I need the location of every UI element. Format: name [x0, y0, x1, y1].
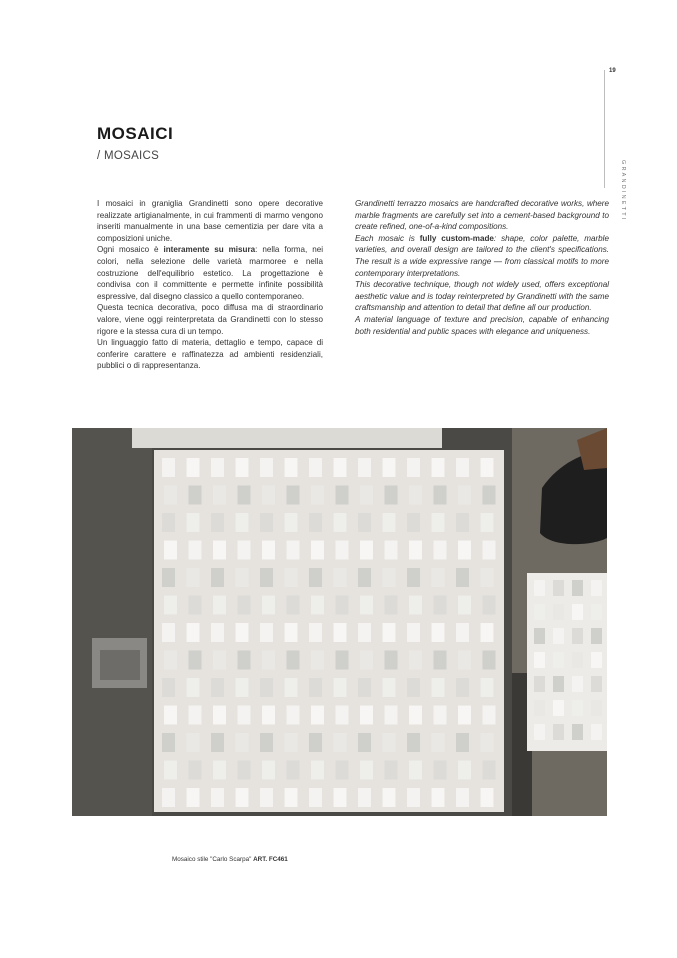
- marble-chip: [236, 568, 249, 587]
- marble-chip: [432, 623, 445, 642]
- caption-text: Mosaico stile "Carlo Scarpa": [172, 856, 254, 863]
- marble-chip: [432, 678, 445, 697]
- marble-chip: [334, 678, 347, 697]
- marble-chip: [481, 788, 494, 807]
- marble-chip: [260, 568, 273, 587]
- marble-chip: [189, 651, 202, 670]
- marble-chip: [572, 604, 583, 620]
- marble-chip: [238, 651, 251, 670]
- marble-chip: [162, 623, 175, 642]
- marble-chip: [572, 676, 583, 692]
- marble-chip: [432, 458, 445, 477]
- marble-chip: [311, 486, 324, 505]
- marble-chip: [211, 733, 224, 752]
- marble-chip: [572, 724, 583, 740]
- italian-paragraph: [97, 244, 323, 302]
- marble-chip: [164, 541, 177, 560]
- marble-chip: [238, 541, 251, 560]
- marble-chip: [591, 604, 602, 620]
- marble-chip: [211, 568, 224, 587]
- marble-chip: [287, 486, 300, 505]
- marble-chip: [336, 651, 349, 670]
- marble-chip: [213, 706, 226, 725]
- marble-chip: [385, 651, 398, 670]
- marble-chip: [309, 678, 322, 697]
- marble-chip: [407, 788, 420, 807]
- marble-chip: [409, 596, 422, 615]
- marble-chip: [162, 788, 175, 807]
- marble-chip: [213, 486, 226, 505]
- margin-rule: [604, 70, 605, 188]
- marble-chip: [285, 568, 298, 587]
- marble-chip: [432, 513, 445, 532]
- marble-chip: [572, 580, 583, 596]
- marble-chip: [211, 458, 224, 477]
- marble-chip: [458, 706, 471, 725]
- marble-chip: [213, 651, 226, 670]
- marble-chip: [456, 568, 469, 587]
- marble-chip: [385, 761, 398, 780]
- italian-column: [97, 198, 323, 372]
- marble-chip: [211, 513, 224, 532]
- marble-chip: [336, 541, 349, 560]
- marble-chip: [260, 458, 273, 477]
- marble-chip: [187, 623, 200, 642]
- marble-chip: [309, 513, 322, 532]
- marble-chip: [383, 513, 396, 532]
- mosaic-base: [154, 450, 504, 812]
- marble-chip: [285, 678, 298, 697]
- marble-chip: [409, 486, 422, 505]
- marble-chip: [572, 700, 583, 716]
- marble-chip: [481, 568, 494, 587]
- marble-chip: [189, 761, 202, 780]
- marble-chip: [385, 541, 398, 560]
- marble-chip: [287, 706, 300, 725]
- marble-chip: [434, 706, 447, 725]
- marble-chip: [483, 486, 496, 505]
- marble-chip: [456, 513, 469, 532]
- marble-chip: [534, 604, 545, 620]
- marble-chip: [534, 580, 545, 596]
- marble-chip: [287, 651, 300, 670]
- emphasis-text: fully custom-made: [419, 233, 494, 243]
- marble-chip: [383, 788, 396, 807]
- marble-chip: [360, 706, 373, 725]
- marble-chip: [164, 706, 177, 725]
- marble-chip: [360, 761, 373, 780]
- marble-chip: [236, 458, 249, 477]
- marble-chip: [534, 628, 545, 644]
- marble-chip: [385, 486, 398, 505]
- marble-chip: [311, 596, 324, 615]
- marble-chip: [187, 458, 200, 477]
- marble-chip: [238, 706, 251, 725]
- marble-chip: [336, 706, 349, 725]
- marble-chip: [287, 596, 300, 615]
- marble-chip: [572, 628, 583, 644]
- page-subtitle: / MOSAICS: [97, 150, 160, 162]
- marble-chip: [162, 678, 175, 697]
- marble-chip: [358, 513, 371, 532]
- marble-chip: [534, 700, 545, 716]
- marble-chip: [262, 596, 275, 615]
- marble-chip: [236, 733, 249, 752]
- marble-chip: [407, 568, 420, 587]
- marble-chip: [591, 676, 602, 692]
- marble-chip: [456, 623, 469, 642]
- mosaic-panel-main: [154, 450, 504, 812]
- marble-chip: [285, 513, 298, 532]
- marble-chip: [383, 623, 396, 642]
- marble-chip: [456, 678, 469, 697]
- marble-chip: [483, 706, 496, 725]
- marble-chip: [553, 628, 564, 644]
- marble-chip: [236, 788, 249, 807]
- marble-chip: [434, 651, 447, 670]
- marble-chip: [553, 676, 564, 692]
- marble-chip: [383, 458, 396, 477]
- marble-chip: [358, 458, 371, 477]
- marble-chip: [409, 651, 422, 670]
- marble-chip: [553, 700, 564, 716]
- marble-chip: [236, 513, 249, 532]
- marble-chip: [309, 458, 322, 477]
- marble-chip: [262, 761, 275, 780]
- marble-chip: [164, 486, 177, 505]
- marble-chip: [591, 580, 602, 596]
- marble-chip: [409, 761, 422, 780]
- english-paragraph: This decorative technique, though not widely used, offers exceptional aesthetic value and is today reinterpreted by Grandinetti with the same craftsmanship and attention to detail that define all our production.: [355, 280, 609, 313]
- text-run: Ogni mosaico è: [97, 245, 164, 255]
- marble-chip: [360, 541, 373, 560]
- marble-chip: [481, 458, 494, 477]
- marble-chip: [162, 513, 175, 532]
- english-paragraph: A material language of texture and precision, capable of enhancing both residential and public spaces with elegance and uniqueness.: [355, 314, 609, 336]
- marble-chip: [534, 652, 545, 668]
- marble-chip: [162, 458, 175, 477]
- marble-chip: [164, 596, 177, 615]
- photo-caption: [172, 856, 288, 863]
- marble-chip: [572, 652, 583, 668]
- marble-chip: [262, 706, 275, 725]
- marble-chip: [309, 568, 322, 587]
- marble-chip: [285, 623, 298, 642]
- marble-chip: [385, 596, 398, 615]
- marble-chip: [334, 733, 347, 752]
- marble-chip: [553, 724, 564, 740]
- marble-chip: [260, 788, 273, 807]
- marble-chip: [407, 623, 420, 642]
- marble-chip: [385, 706, 398, 725]
- marble-chip: [458, 486, 471, 505]
- marble-chip: [309, 788, 322, 807]
- page-number: 19: [609, 68, 616, 74]
- marble-chip: [260, 513, 273, 532]
- marble-chip: [407, 678, 420, 697]
- marble-chip: [211, 788, 224, 807]
- marble-chip: [591, 652, 602, 668]
- text-run: Each mosaic is: [355, 233, 420, 243]
- marble-chip: [187, 678, 200, 697]
- marble-chip: [383, 678, 396, 697]
- english-column: [355, 198, 609, 337]
- marble-chip: [334, 568, 347, 587]
- marble-chip: [285, 458, 298, 477]
- marble-chip: [458, 596, 471, 615]
- marble-chip: [458, 761, 471, 780]
- marble-chip: [311, 651, 324, 670]
- marble-chip: [213, 541, 226, 560]
- marble-chip: [360, 651, 373, 670]
- marble-chip: [213, 596, 226, 615]
- marble-chip: [189, 596, 202, 615]
- marble-chip: [481, 513, 494, 532]
- marble-chip: [458, 651, 471, 670]
- marble-chip: [164, 651, 177, 670]
- marble-chip: [434, 761, 447, 780]
- page-title: MOSAICI: [97, 124, 174, 143]
- marble-chip: [309, 623, 322, 642]
- marble-chip: [409, 541, 422, 560]
- marble-chip: [287, 541, 300, 560]
- caption-article-code: ART. FC461: [253, 856, 288, 863]
- marble-chip: [211, 623, 224, 642]
- marble-chip: [162, 733, 175, 752]
- english-paragraph: Grandinetti terrazzo mosaics are handcrafted decorative works, where marble fragments are carefully set into a cement-based background to create refined, one-of-a-kind compositions.: [355, 199, 609, 232]
- marble-chip: [456, 788, 469, 807]
- marble-chip: [407, 733, 420, 752]
- marble-chip: [481, 678, 494, 697]
- marble-chip: [434, 541, 447, 560]
- marble-chip: [591, 724, 602, 740]
- marble-chip: [483, 651, 496, 670]
- marble-chip: [360, 486, 373, 505]
- marble-chip: [383, 733, 396, 752]
- italian-paragraph: Un linguaggio fatto di materia, dettaglio e tempo, capace di conferire carattere e raffinatezza ad ambienti residenziali, pubblici o di rappresentanza.: [97, 338, 323, 371]
- marble-chip: [456, 733, 469, 752]
- marble-chip: [383, 568, 396, 587]
- marble-chip: [287, 761, 300, 780]
- marble-chip: [164, 761, 177, 780]
- marble-chip: [211, 678, 224, 697]
- marble-chip: [311, 541, 324, 560]
- marble-chip: [236, 678, 249, 697]
- marble-chip: [260, 678, 273, 697]
- marble-chip: [407, 458, 420, 477]
- brand-vertical: GRANDINETTI: [620, 160, 626, 222]
- marble-chip: [409, 706, 422, 725]
- marble-chip: [238, 486, 251, 505]
- marble-chip: [358, 788, 371, 807]
- marble-chip: [483, 596, 496, 615]
- marble-chip: [311, 706, 324, 725]
- italian-paragraph: I mosaici in graniglia Grandinetti sono opere decorative realizzate artigianalmente, in cui frammenti di marmo vengono inseriti manualmente in una base cementizia per dare vita a composizioni uniche.: [97, 199, 323, 243]
- mosaic-photo: [72, 428, 607, 816]
- marble-chip: [187, 788, 200, 807]
- italian-paragraph: Questa tecnica decorativa, poco diffusa ma di straordinario valore, viene oggi reinterpretata da Grandinetti con lo stesso rigore e la stessa cura di un tempo.: [97, 303, 323, 336]
- marble-chip: [334, 623, 347, 642]
- marble-chip: [238, 761, 251, 780]
- marble-chip: [483, 761, 496, 780]
- marble-chip: [553, 604, 564, 620]
- mosaic-panel-side: [527, 573, 607, 751]
- marble-chip: [358, 678, 371, 697]
- emphasis-text: interamente su misura: [163, 245, 256, 255]
- marble-chip: [262, 541, 275, 560]
- marble-chip: [309, 733, 322, 752]
- marble-chip: [262, 651, 275, 670]
- marble-chip: [591, 628, 602, 644]
- marble-chip: [432, 568, 445, 587]
- marble-chip: [456, 458, 469, 477]
- marble-chip: [162, 568, 175, 587]
- marble-chip: [187, 733, 200, 752]
- marble-chip: [534, 724, 545, 740]
- marble-chip: [260, 623, 273, 642]
- marble-chip: [238, 596, 251, 615]
- text-run: : nella forma, nei colori, nella selezione delle varietà marmoree e nella costruzione dell'equilibrio estetico. La progettazione è condivisa con il committente e permette infinite possibilità espressive, dal disegno classico a quello contemporaneo.: [97, 245, 323, 301]
- marble-chip: [189, 486, 202, 505]
- marble-chip: [358, 568, 371, 587]
- marble-chip: [591, 700, 602, 716]
- marble-chip: [236, 623, 249, 642]
- marble-chip: [358, 733, 371, 752]
- marble-chip: [534, 676, 545, 692]
- marble-chip: [360, 596, 373, 615]
- marble-chip: [481, 733, 494, 752]
- marble-chip: [553, 652, 564, 668]
- marble-chip: [213, 761, 226, 780]
- marble-chip: [434, 486, 447, 505]
- marble-chip: [458, 541, 471, 560]
- english-paragraph: [355, 233, 609, 279]
- marble-chip: [187, 568, 200, 587]
- marble-chip: [334, 458, 347, 477]
- marble-chip: [553, 580, 564, 596]
- marble-chip: [189, 706, 202, 725]
- marble-chip: [285, 733, 298, 752]
- marble-chip: [481, 623, 494, 642]
- marble-chip: [311, 761, 324, 780]
- marble-chip: [432, 733, 445, 752]
- marble-chip: [483, 541, 496, 560]
- marble-chip: [285, 788, 298, 807]
- marble-chip: [432, 788, 445, 807]
- marble-chip: [358, 623, 371, 642]
- marble-chip: [407, 513, 420, 532]
- marble-chip: [434, 596, 447, 615]
- marble-chip: [260, 733, 273, 752]
- marble-chip: [262, 486, 275, 505]
- text-run: : shape, color palette, marble varieties, and overall design are tailored to the client's specifications. The result is a wide expressive range — from classical motifs to more contemporary interpretations.: [355, 233, 609, 278]
- marble-chip: [336, 486, 349, 505]
- marble-chip: [336, 761, 349, 780]
- mosaic-photo-illustration: [72, 428, 607, 816]
- marble-chip: [189, 541, 202, 560]
- marble-chip: [334, 513, 347, 532]
- marble-chip: [334, 788, 347, 807]
- marble-chip: [187, 513, 200, 532]
- marble-chip: [336, 596, 349, 615]
